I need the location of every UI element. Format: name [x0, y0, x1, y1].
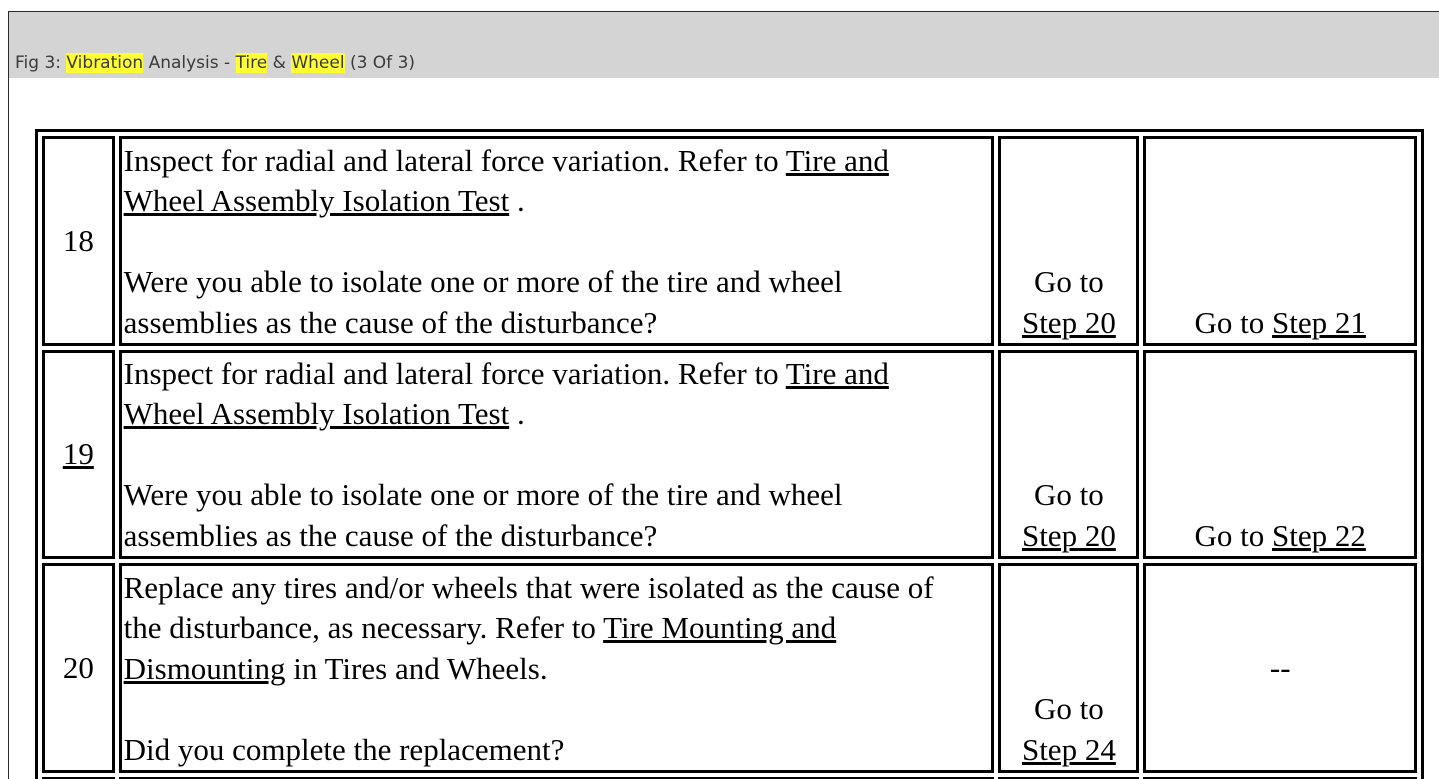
instruction-line	[124, 608, 990, 649]
tire-mounting-link-cont[interactable]: Dismounting	[123, 650, 286, 686]
title-highlight-vibration: Vibration	[66, 53, 144, 73]
goto-step-21-link[interactable]: Step 21	[1272, 304, 1366, 340]
instruction-text-end: .	[509, 396, 525, 431]
question-line: assemblies as the cause of the disturbance?	[123, 517, 658, 553]
tire-wheel-isolation-link[interactable]: Tire and	[785, 355, 889, 391]
step-description-cell	[119, 350, 995, 559]
instruction-line	[124, 141, 990, 182]
instruction-line	[124, 181, 990, 222]
table-row	[42, 563, 1417, 773]
step-number-cell	[42, 136, 115, 346]
title-suffix: (3 Of 3)	[344, 53, 416, 73]
frame-top	[0, 0, 1439, 11]
no-action-cell	[1143, 350, 1417, 559]
instruction-text: the disturbance, as necessary. Refer to	[123, 610, 604, 645]
goto-step-22-link[interactable]: Step 22	[1272, 517, 1366, 553]
paragraph-gap	[124, 435, 990, 476]
page-title	[15, 51, 415, 75]
title-highlight-tire: Tire	[235, 53, 268, 73]
question-line: assemblies as the cause of the disturbance?	[123, 304, 658, 340]
instruction-text-end: in Tires and Wheels.	[285, 650, 548, 686]
tire-wheel-isolation-link-cont[interactable]: Wheel Assembly Isolation Test	[123, 183, 510, 218]
no-action-text: Go to	[1194, 517, 1273, 553]
step-number-link[interactable]: 19	[62, 436, 94, 472]
goto-step-20-link[interactable]: Step 20	[1021, 517, 1116, 553]
yes-action-text: Go to	[1034, 477, 1104, 512]
no-action-text: Go to	[1194, 304, 1273, 340]
title-text-and: &	[267, 53, 292, 73]
paragraph-gap	[124, 689, 990, 730]
table-row	[42, 350, 1417, 559]
instruction-line	[124, 354, 990, 395]
instruction-line: Replace any tires and/or wheels that were isolated as the cause of	[123, 569, 934, 605]
title-text-analysis: Analysis -	[143, 53, 236, 73]
question-line: Were you able to isolate one or more of the tire and wheel	[123, 264, 843, 299]
yes-action-cell	[998, 136, 1139, 346]
no-action-text: --	[1269, 649, 1291, 685]
step-number-cell	[42, 563, 115, 773]
tire-wheel-isolation-link[interactable]: Tire and	[785, 142, 889, 178]
instruction-line	[124, 394, 990, 435]
no-action-cell	[1143, 563, 1417, 773]
title-highlight-wheel: Wheel	[291, 53, 345, 73]
goto-step-24-link[interactable]: Step 24	[1021, 731, 1116, 767]
instruction-text-end: .	[509, 183, 525, 218]
step-number-cell	[42, 350, 115, 559]
tire-mounting-link[interactable]: Tire Mounting and	[603, 610, 837, 645]
title-prefix: Fig 3:	[15, 53, 67, 73]
step-number: 18	[62, 222, 94, 258]
instruction-text: Inspect for radial and lateral force variation. Refer to	[123, 355, 786, 391]
step-description-cell	[119, 136, 995, 346]
goto-step-20-link[interactable]: Step 20	[1021, 304, 1116, 340]
instruction-text: Inspect for radial and lateral force variation. Refer to	[123, 142, 786, 178]
diagnostic-steps-table	[35, 129, 1424, 779]
yes-action-cell	[998, 350, 1139, 559]
table-row	[42, 136, 1417, 346]
tire-wheel-isolation-link-cont[interactable]: Wheel Assembly Isolation Test	[123, 396, 510, 431]
yes-action-cell	[998, 563, 1139, 773]
question-line: Did you complete the replacement?	[123, 731, 565, 767]
yes-action-text: Go to	[1034, 691, 1104, 726]
step-number: 20	[62, 649, 94, 685]
yes-action-text: Go to	[1034, 264, 1104, 299]
paragraph-gap	[124, 222, 990, 263]
question-line: Were you able to isolate one or more of the tire and wheel	[123, 477, 843, 512]
step-description-cell	[119, 563, 995, 773]
instruction-line	[124, 649, 990, 690]
no-action-cell	[1143, 136, 1417, 346]
